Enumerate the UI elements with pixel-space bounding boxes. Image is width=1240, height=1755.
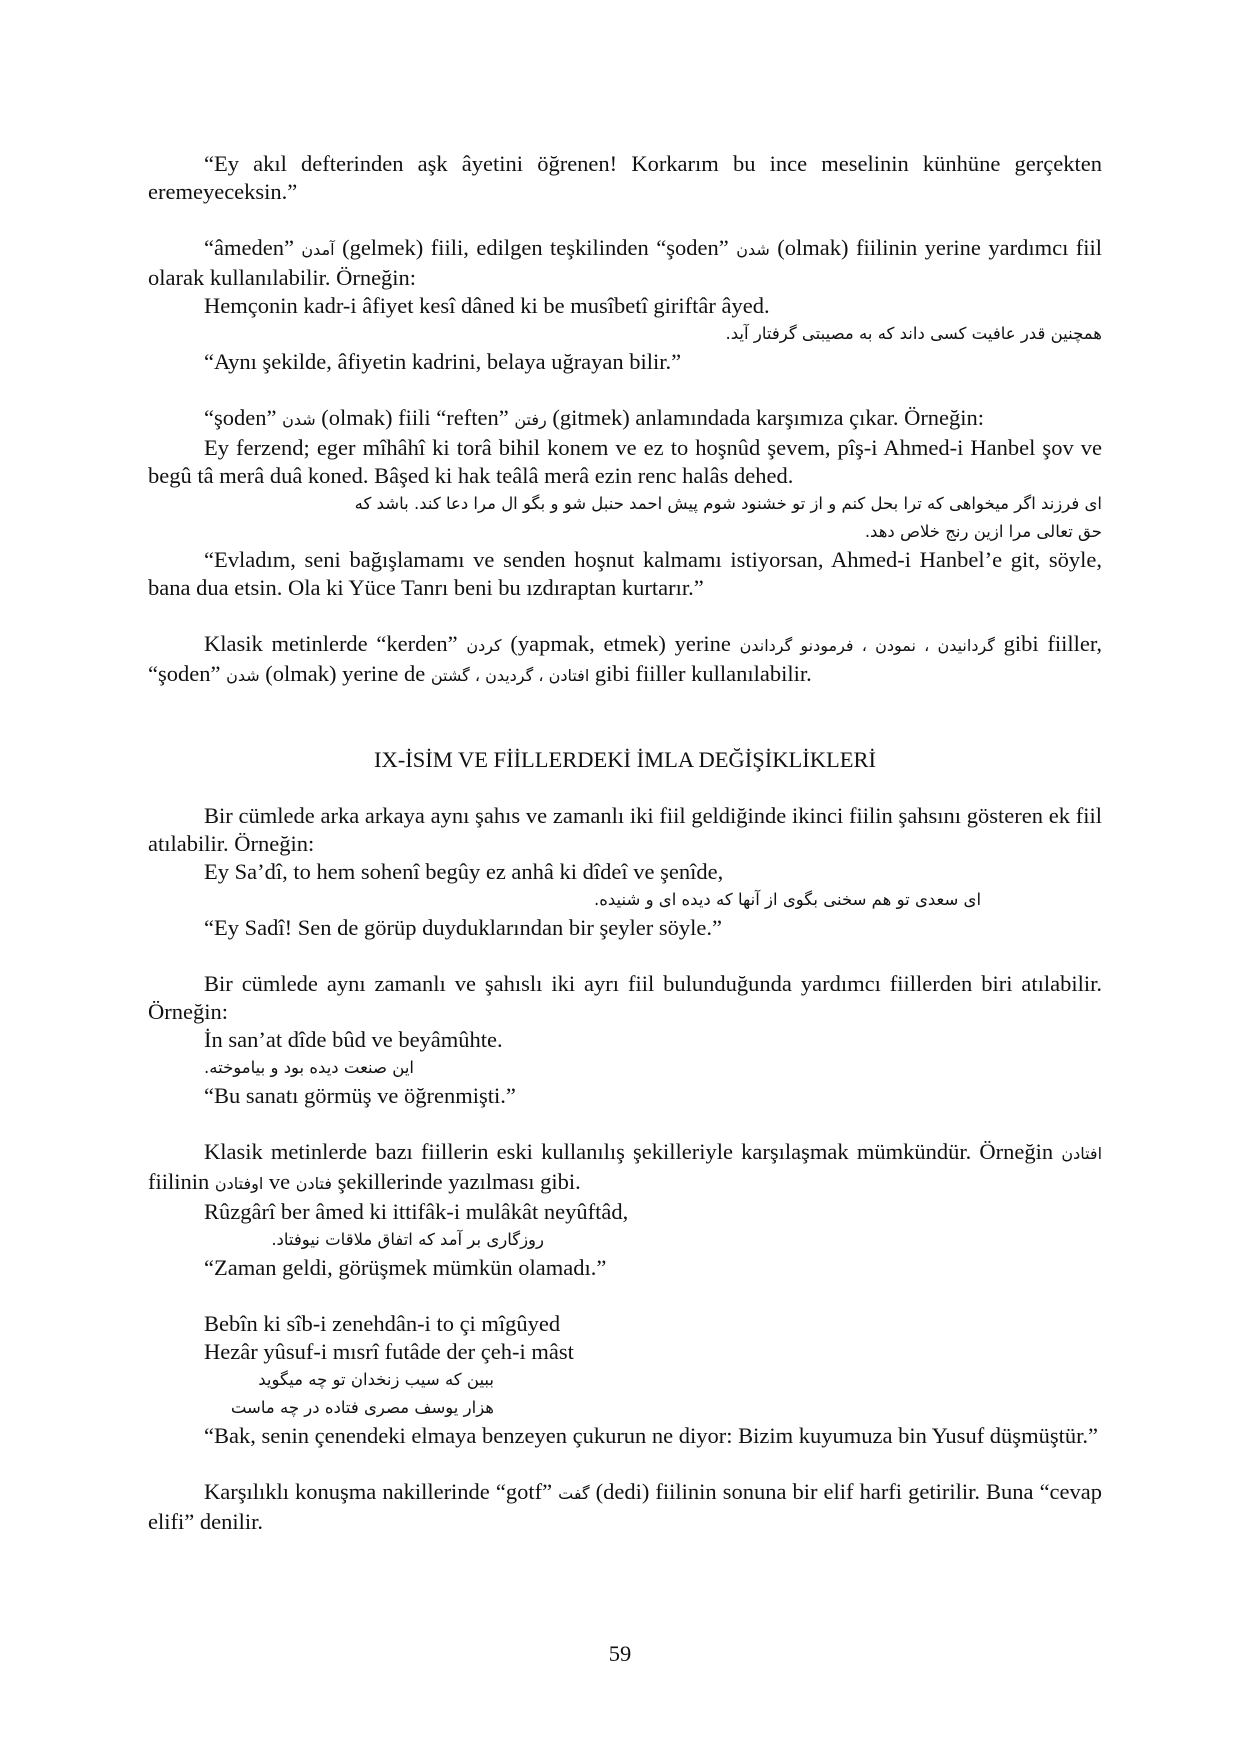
example-latin: Ey Sa’dî, to hem sohenî begûy ez anhâ ki dîdeî ve şenîde, [204, 859, 724, 884]
poem-latin-line-2: Hezâr yûsuf-i mısrî futâde der çeh-i mâst [204, 1339, 574, 1364]
example-translation: “Evladım, seni bağışlamamı ve senden hoşnut kalmamı istiyorsan, Ahmed-i Hanbel’e git, söyle, bana dua etsin. Ola ki Yüce Tanrı beni bu ızdıraptan kurtarır.” [148, 547, 1102, 600]
page-body [148, 150, 1102, 1536]
arabic-word: آمدن [301, 240, 335, 259]
text: ve [268, 1169, 291, 1194]
example-translation: “Aynı şekilde, âfiyetin kadrini, belaya uğrayan bilir.” [204, 349, 682, 374]
text: “âmeden” [204, 235, 294, 260]
paragraph-section-3 [148, 1138, 1102, 1198]
arabic-word: شدن [226, 666, 260, 685]
arabic-word: افتادن [1061, 1144, 1103, 1163]
example-arabic: حق تعالی مرا ازین رنج خلاص دهد. [864, 522, 1102, 541]
example-latin: Ey ferzend; eger mîhâhî ki torâ bihil konem ve ez to hoşnûd şevem, pîş-i Ahmed-i Hanbel şov ve begû tâ merâ duâ koned. Bâşed ki hak teâlâ merâ ezin renc halâs dehed. [148, 435, 1102, 488]
text: Klasik metinlerde bazı fiillerin eski kullanılış şekilleriyle karşılaşmak mümkündür. Örneğin [204, 1139, 1054, 1164]
page-number: 59 [608, 1641, 632, 1666]
paragraph-quote-1: “Ey akıl defterinden aşk âyetini öğrenen! Korkarım bu ince meselinin künhüne gerçekten eremeyeceksin.” [148, 151, 1102, 204]
text: (olmak) fiili “reften” [321, 405, 509, 430]
text: şekillerinde yazılması gibi. [337, 1169, 581, 1194]
text: (olmak) yerine de [265, 661, 426, 686]
text: fiilinin [148, 1169, 210, 1194]
text: (gitmek) anlamındada karşımıza çıkar. Örneğin: [552, 405, 985, 430]
text: (yapmak, etmek) yerine [510, 631, 731, 656]
example-latin: Rûzgârî ber âmed ki ittifâk-i mulâkât neyûftâd, [204, 1199, 629, 1224]
text: (gelmek) fiili, edilgen teşkilinden “şoden” [342, 235, 729, 260]
arabic-word: اوفتادن [214, 1174, 264, 1193]
text: gibi fiiller, “şoden” [148, 631, 1103, 686]
arabic-word: شدن [736, 240, 770, 259]
example-arabic: این صنعت دیده بود و بیاموخته. [204, 1058, 415, 1077]
text: (olmak) fiilinin yerine yardımcı fiil olarak kullanılabilir. Örneğin: [148, 235, 1103, 290]
arabic-word: گفت [558, 1484, 590, 1503]
text: Klasik metinlerde “kerden” [204, 631, 458, 656]
example-arabic: همچنین قدر عافیت کسی داند که به مصیبتی گرفتار آید. [725, 324, 1102, 343]
example-latin: İn san’at dîde bûd ve beyâmûhte. [204, 1027, 503, 1052]
arabic-word: افتادن ، گردیدن ، گشتن [430, 666, 590, 685]
paragraph-ameden [148, 234, 1102, 292]
example-arabic: ای سعدی تو هم سخنی بگوی از آنها که دیده ای و شنیده. [594, 890, 982, 909]
example-translation: “Ey Sadî! Sen de görüp duyduklarından bir şeyler söyle.” [204, 915, 722, 940]
poem-translation: “Bak, senin çenendeki elmaya benzeyen çukurun ne diyor: Bizim kuyumuza bin Yusuf düşmüştür.” [204, 1423, 1098, 1448]
arabic-word: کردن [466, 636, 502, 655]
text: gibi fiiller kullanılabilir. [594, 661, 812, 686]
example-arabic: روزگاری بر آمد که اتفاق ملاقات نیوفتاد. [271, 1230, 544, 1249]
paragraph-kerden [148, 630, 1102, 690]
paragraph-soden [148, 404, 1102, 434]
poem-latin-line-1: Bebîn ki sîb-i zenehdân-i to çi mîgûyed [204, 1311, 561, 1336]
example-latin: Hemçonin kadr-i âfiyet kesî dâned ki be musîbetî giriftâr âyed. [204, 293, 770, 318]
arabic-word: گردانیدن ، نمودن ، فرمودنو گرداندن [739, 636, 995, 655]
paragraph-section-4 [148, 1478, 1102, 1536]
paragraph-section-1: Bir cümlede arka arkaya aynı şahıs ve zamanlı iki fiil geldiğinde ikinci fiilin şahsını gösteren ek fiil atılabilir. Örneğin: [148, 803, 1102, 856]
text: Karşılıklı konuşma nakillerinde “gotf” [204, 1479, 553, 1504]
text: (dedi) fiilinin sonuna bir elif harfi getirilir. Buna “cevap elifi” denilir. [148, 1479, 1103, 1534]
example-translation: “Zaman geldi, görüşmek mümkün olamadı.” [204, 1255, 607, 1280]
section-heading: IX-İSİM VE FİİLLERDEKİ İMLA DEĞİŞİKLİKLERİ [373, 747, 876, 772]
arabic-word: شدن [282, 410, 316, 429]
arabic-word: فتادن [295, 1174, 333, 1193]
poem-arabic-line-2: هزار یوسف مصری فتاده در چه ماست [230, 1398, 494, 1417]
text: “şoden” [204, 405, 277, 430]
paragraph-section-2: Bir cümlede aynı zamanlı ve şahıslı iki ayrı fiil bulunduğunda yardımcı fiillerden biri atılabilir. Örneğin: [148, 971, 1102, 1024]
poem-arabic-line-1: ببین که سیب زنخدان تو چه میگوید [258, 1370, 494, 1389]
example-translation: “Bu sanatı görmüş ve öğrenmişti.” [204, 1083, 516, 1108]
arabic-word: رفتن [514, 410, 547, 429]
example-arabic: ای فرزند اگر میخواهی که ترا بحل کنم و از تو خشنود شوم پیش احمد حنبل شو و بگو ال مرا دعا کند. باشد که [354, 494, 1102, 513]
